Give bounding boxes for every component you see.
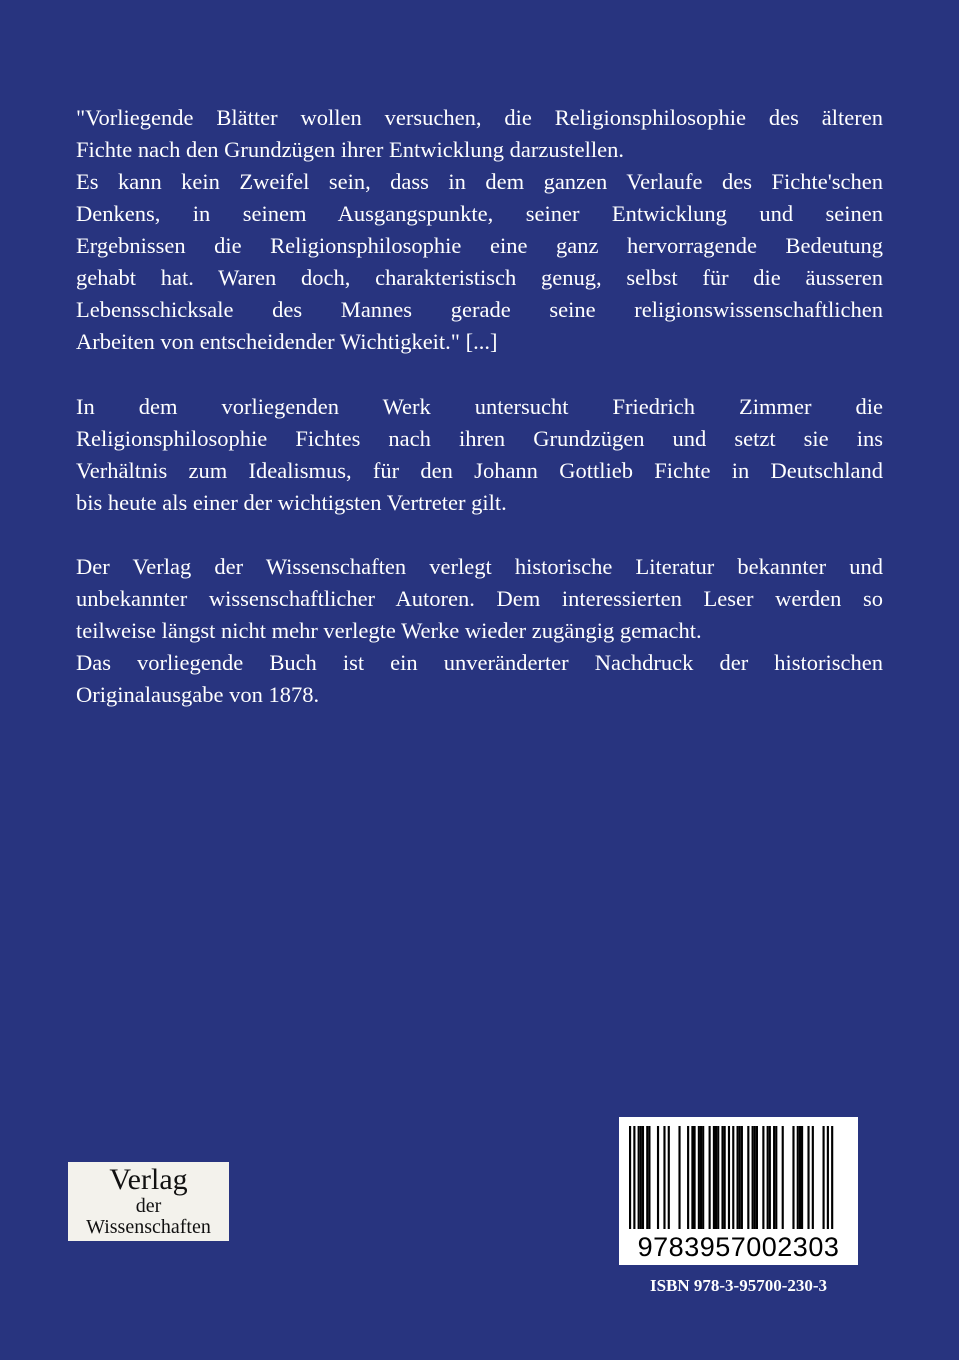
blurb-line: Verhältnis zum Idealismus, für den Johann Gottlieb Fichte in Deutschland — [76, 458, 883, 483]
blurb-paragraph-1 — [76, 102, 883, 358]
blurb-line: Lebensschicksale des Mannes gerade seine religionswissenschaftlichen — [76, 297, 883, 322]
barcode-bar — [756, 1126, 758, 1229]
barcode-bar — [640, 1126, 642, 1229]
barcode-bar — [633, 1126, 635, 1229]
barcode-bar — [694, 1126, 696, 1229]
barcode-bar — [709, 1126, 711, 1229]
barcode-bar — [767, 1126, 769, 1229]
barcode-bar — [827, 1126, 829, 1229]
blurb-paragraph-2 — [76, 391, 883, 519]
blurb-line: Fichte nach den Grundzügen ihrer Entwicklung darzustellen. — [76, 137, 624, 162]
barcode-bar — [724, 1126, 726, 1229]
barcode-bar — [812, 1126, 814, 1229]
barcode-bar — [691, 1126, 693, 1229]
blurb-line: Religionsphilosophie Fichtes nach ihren Grundzügen und setzt sie ins — [76, 426, 883, 451]
barcode-bar — [752, 1126, 754, 1229]
barcode-bar — [769, 1126, 771, 1229]
barcode-bar — [801, 1126, 803, 1229]
barcode-bar — [629, 1126, 631, 1229]
barcode-bar — [698, 1126, 700, 1229]
barcode-bar — [717, 1126, 719, 1229]
barcode-bar — [687, 1126, 689, 1229]
blurb-line: Es kann kein Zweifel sein, dass in dem ganzen Verlaufe des Fichte'schen — [76, 169, 883, 194]
barcode-bar — [797, 1126, 799, 1229]
blurb-line: Das vorliegende Buch ist ein unveränderter Nachdruck der historischen — [76, 650, 883, 675]
barcode-bar — [799, 1126, 801, 1229]
blurb-line: Denkens, in seinem Ausgangspunkte, seiner Entwicklung und seinen — [76, 201, 883, 226]
barcode-bar — [741, 1126, 743, 1229]
logo-line-der: der — [135, 1195, 162, 1217]
barcode-bar — [792, 1126, 794, 1229]
barcode-bar — [831, 1126, 833, 1229]
blurb-line: gehabt hat. Waren doch, charakteristisch genug, selbst für die äusseren — [76, 265, 883, 290]
blurb-line: unbekannter wissenschaftlicher Autoren. Dem interessierten Leser werden so — [76, 586, 883, 611]
barcode-bar — [721, 1126, 723, 1229]
blurb-line: Ergebnissen die Religionsphilosophie eine ganz hervorragende Bedeutung — [76, 233, 883, 258]
barcode-bar — [739, 1126, 741, 1229]
barcode-digits: 9783957002303 — [637, 1232, 840, 1262]
barcode-bar — [773, 1126, 775, 1229]
barcode-bar — [737, 1126, 739, 1229]
barcode-bar — [668, 1126, 670, 1229]
blurb-line: "Vorliegende Blätter wollen versuchen, die Religionsphilosophie des älteren — [76, 105, 883, 130]
barcode-bar — [747, 1126, 749, 1229]
barcode-bar — [807, 1126, 809, 1229]
blurb-line: bis heute als einer der wichtigsten Vertreter gilt. — [76, 490, 507, 515]
isbn-label: ISBN 978-3-95700-230-3 — [649, 1276, 828, 1295]
blurb-line: In dem vorliegenden Werk untersucht Friedrich Zimmer die — [76, 394, 883, 419]
barcode-bar — [782, 1126, 784, 1229]
barcode-bar — [648, 1126, 650, 1229]
blurb-line: teilweise längst nicht mehr verlegte Werke wieder zugängig gemacht. — [76, 618, 702, 643]
logo-line-wissenschaften: Wissenschaften — [86, 1216, 211, 1238]
barcode-bar — [754, 1126, 756, 1229]
barcode-bar — [713, 1126, 715, 1229]
barcode-bar — [657, 1126, 659, 1229]
barcode-bar — [678, 1126, 680, 1229]
barcode-bar — [700, 1126, 702, 1229]
barcode-bar — [663, 1126, 665, 1229]
barcode-bar — [702, 1126, 704, 1229]
blurb-line: Arbeiten von entscheidender Wichtigkeit." [...] — [76, 329, 498, 354]
barcode-bar — [762, 1126, 764, 1229]
blurb-paragraph-3 — [76, 551, 883, 711]
blurb-line: Der Verlag der Wissenschaften verlegt historische Literatur bekannter und — [76, 554, 883, 579]
barcode-bar — [823, 1126, 825, 1229]
barcode-bar — [715, 1126, 717, 1229]
barcode-bar — [638, 1126, 640, 1229]
barcode-bar — [728, 1126, 730, 1229]
barcode-bar — [732, 1126, 734, 1229]
barcode-bar — [775, 1126, 777, 1229]
barcode — [619, 1117, 858, 1265]
barcode-bar — [646, 1126, 648, 1229]
logo-line-verlag: Verlag — [109, 1163, 188, 1196]
blurb-line: Originalausgabe von 1878. — [76, 682, 320, 707]
publisher-logo — [68, 1162, 229, 1241]
barcode-bar — [642, 1126, 644, 1229]
